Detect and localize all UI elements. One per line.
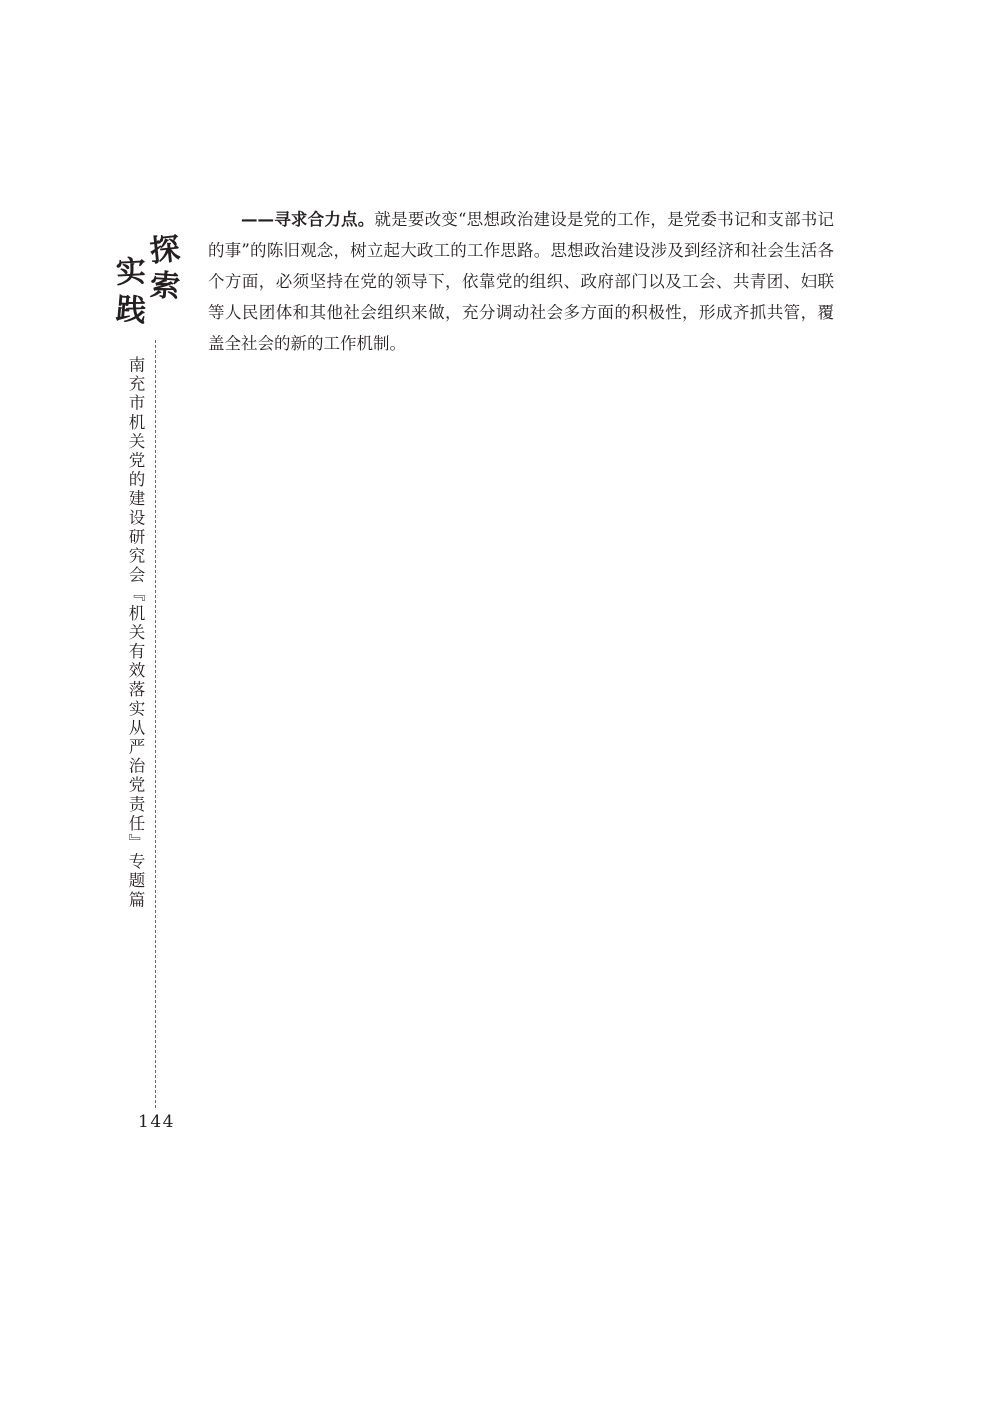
logo-char-jian: 践 xyxy=(114,291,148,330)
logo-char-tan: 探 xyxy=(148,231,182,270)
sidebar-dashed-divider xyxy=(155,340,156,1108)
body-paragraph xyxy=(208,204,834,359)
page-number: 144 xyxy=(138,1112,175,1132)
paragraph-text: 就是要改变“思想政治建设是党的工作，是党委书记和支部书记的事”的陈旧观念，树立起大政工的工作思路。思想政治建设涉及到经济和社会生活各个方面，必须坚持在党的领导下，依靠党的组织、政府部门以及工会、共青团、妇联等人民团体和其他社会组织来做，充分调动社会多方面的积极性，形成齐抓共管，覆盖全社会的新的工作机制。 xyxy=(208,210,835,353)
tansuo-shijian-logo xyxy=(112,232,184,344)
paragraph-lead-heading: ——寻求合力点。 xyxy=(241,210,375,229)
logo-char-suo: 索 xyxy=(148,267,182,306)
logo-char-shi: 实 xyxy=(115,254,147,291)
sidebar-vertical-title: 南充市机关党的建设研究会『机关有效落实从严治党责任』专题篇 xyxy=(126,356,145,910)
